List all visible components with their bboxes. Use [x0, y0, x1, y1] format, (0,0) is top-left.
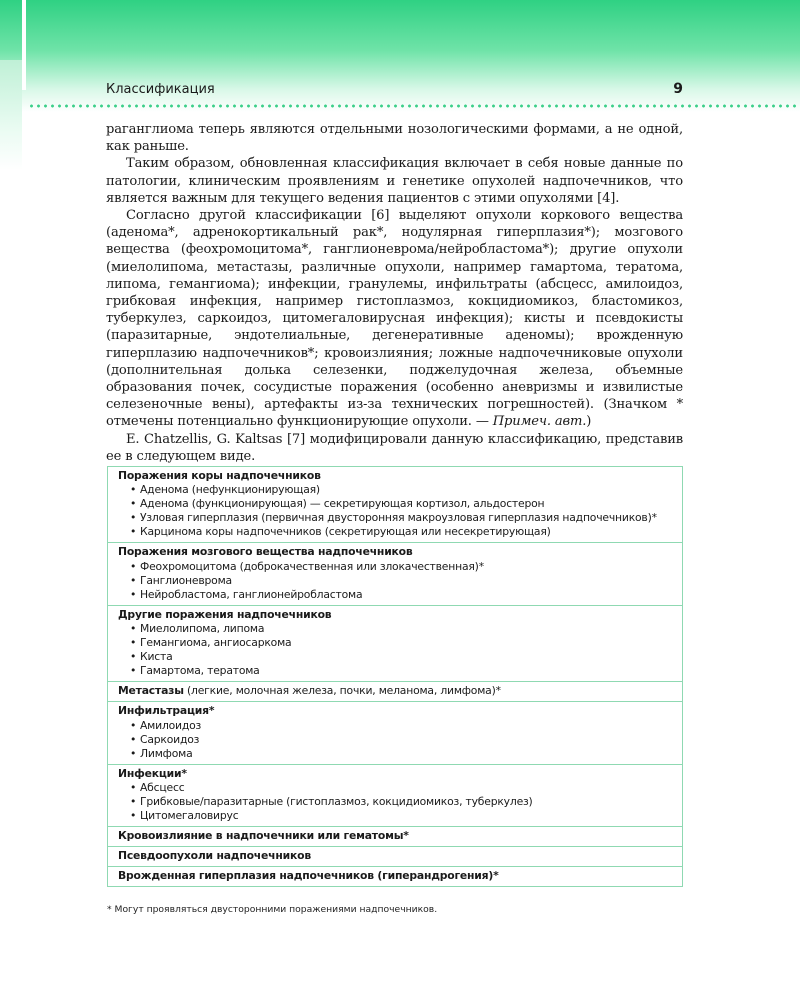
list-item: • Узловая гиперплазия (первичная двусторонняя макроузловая гиперплазия надпочечников)* [118, 511, 672, 525]
table-row [108, 605, 683, 681]
table-row [108, 702, 683, 764]
section-title: Псевдоопухоли надпочечников [118, 849, 311, 863]
paragraph-1: раганглиома теперь являются отдельными нозологическими формами, а не одной, как раньше. [106, 122, 683, 155]
table-cell [108, 682, 683, 702]
section-heading [118, 849, 672, 863]
section-item-list [118, 781, 672, 823]
section-heading [118, 608, 672, 622]
list-item: • Нейробластома, ганглионейробластома [118, 588, 672, 602]
table-row [108, 543, 683, 605]
list-item: • Карцинома коры надпочечников (секретирующая или несекретирующая) [118, 525, 672, 539]
section-title: Поражения мозгового вещества надпочечников [118, 545, 413, 559]
table-row [108, 467, 683, 543]
table-row [108, 847, 683, 867]
running-header [106, 82, 683, 102]
list-item: • Амилоидоз [118, 719, 672, 733]
section-item-list [118, 622, 672, 678]
section-title: Поражения коры надпочечников [118, 469, 321, 482]
list-item: • Абсцесс [118, 781, 672, 795]
classification-table [107, 466, 683, 887]
list-item: • Киста [118, 650, 672, 664]
side-gradient-band [0, 60, 22, 170]
table-row [108, 682, 683, 702]
list-item: • Грибковые/паразитарные (гистоплазмоз, кокцидиомикоз, туберкулез) [118, 795, 672, 809]
dotted-divider [28, 104, 800, 108]
paragraph-2: Таким образом, обновленная классификация включает в себя новые данные по патологии, клиническим проявлениям и генетике опухолей надпочечников, что является важным для текущего ведения пациентов с этими опухолями [4]. [106, 156, 683, 206]
list-item: • Миелолипома, липома [118, 622, 672, 636]
section-heading [118, 829, 672, 843]
table-row [108, 764, 683, 826]
table-cell [108, 764, 683, 826]
paragraph-3 [106, 207, 683, 431]
paragraph-3-main: Согласно другой классификации [6] выделяют опухоли коркового вещества (аденома*, адренокортикальный рак*, нодулярная гиперплазия*); мозгового вещества (феохромоцитома*, ганглионеврома/нейробластома*); другие опухоли (миелолипома, метастазы, различные опухоли, например гамартома, тератома, липома, гемангиома); инфекции, гранулемы, инфильтраты (абсцесс, амилоидоз, грибковая инфекция, например гистоплазмоз, кокцидиомикоз, бластомикоз, туберкулез, саркоидоз, цитомегаловирусная инфекция); кисты и псевдокисты (паразитарные, эндотелиальные, дегенеративные аденомы); врожденную гиперплазию надпочечников*; кровоизлияния; ложные надпочечниковые опухоли (дополнительная долька селезенки, поджелудочная железа, объемные образования почек, сосудистые поражения (особенно аневризмы и извилистые селезеночные вены), артефакты из-за технических погрешностей). (Значком * отмечены потенциально функционирующие опухоли. — [106, 208, 683, 430]
table-cell [108, 867, 683, 887]
section-heading [118, 545, 672, 559]
list-item: • Гемангиома, ангиосаркома [118, 636, 672, 650]
list-item: • Аденома (нефункционирующая) [118, 483, 672, 497]
section-heading [118, 684, 672, 698]
table-cell [108, 827, 683, 847]
table-cell [108, 605, 683, 681]
section-heading [118, 704, 672, 718]
page-number: 9 [673, 81, 683, 97]
paragraph-3-end: ) [586, 414, 592, 430]
section-item-list [118, 560, 672, 602]
list-item: • Цитомегаловирус [118, 809, 672, 823]
list-item: • Аденома (функционирующая) — секретирующая кортизол, альдостерон [118, 497, 672, 511]
section-title: Инфекции* [118, 766, 187, 780]
paragraph-4: E. Chatzellis, G. Kaltsas [7] модифицировали данную классификацию, представив ее в следующем виде. [106, 431, 683, 464]
list-item: • Саркоидоз [118, 733, 672, 747]
table-cell [108, 847, 683, 867]
section-title: Другие поражения надпочечников [118, 607, 332, 621]
author-note: Примеч. авт. [492, 414, 587, 430]
section-item-list [118, 719, 672, 761]
section-heading [118, 869, 672, 883]
table-row [108, 827, 683, 847]
list-item: • Гамартома, тератома [118, 664, 672, 678]
section-title: Метастазы [118, 684, 184, 698]
section-title: Кровоизлияние в надпочечники или гематомы* [118, 829, 409, 843]
section-title: Инфильтрация* [118, 704, 215, 718]
list-item: • Ганглионеврома [118, 574, 672, 588]
section-item-list [118, 483, 672, 539]
list-item: • Лимфома [118, 747, 672, 761]
section-heading [118, 767, 672, 781]
list-item: • Феохромоцитома (доброкачественная или злокачественная)* [118, 560, 672, 574]
section-heading [118, 469, 672, 483]
side-white-stripe [22, 0, 26, 90]
section-title: Врожденная гиперплазия надпочечников (гиперандрогения)* [118, 869, 499, 883]
table-cell [108, 702, 683, 764]
running-header-title: Классификация [106, 82, 215, 97]
main-text [106, 121, 683, 465]
table-cell [108, 543, 683, 605]
table-row [108, 867, 683, 887]
section-title-tail: (легкие, молочная железа, почки, меланома, лимфома)* [183, 684, 501, 698]
table-footnote: * Могут проявляться двусторонними поражениями надпочечников. [107, 904, 438, 915]
table-cell [108, 467, 683, 543]
